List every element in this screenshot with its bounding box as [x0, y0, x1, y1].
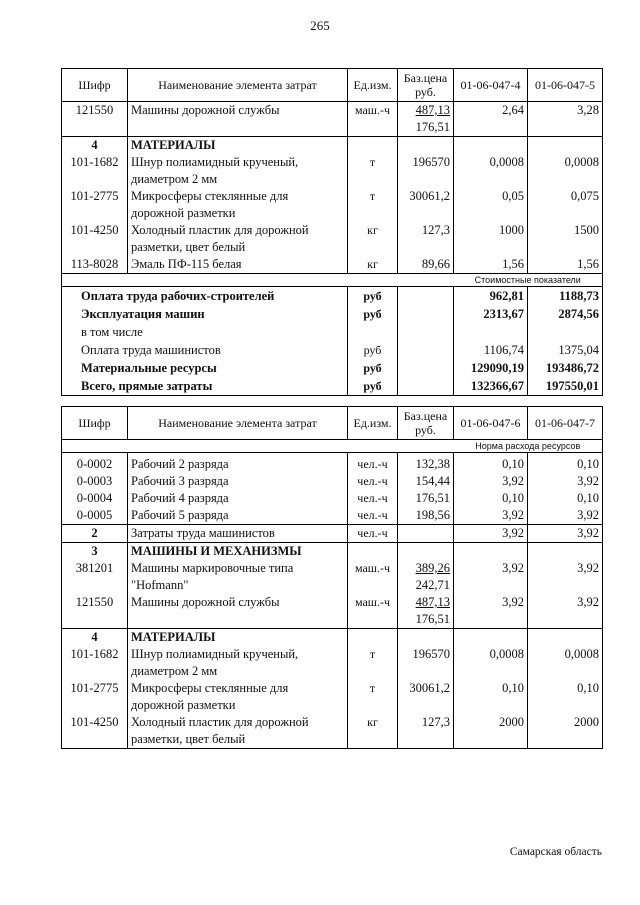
- table-header-row: [62, 407, 603, 440]
- section-row: 4 МАТЕРИАЛЫ: [62, 137, 603, 155]
- table-row: 101-1682 Шнур полиамидный крученый, диаметром 2 мм т 196570 0,0008 0,0008: [62, 646, 603, 680]
- region-footer: Самарская область: [509, 846, 602, 858]
- summary-row: в том числе: [62, 323, 603, 341]
- summary-row: Оплата труда рабочих-строителей руб 962,81 1188,73: [62, 287, 603, 306]
- header-price: Баз.цена руб.: [398, 407, 454, 440]
- header-col6: 01-06-047-5: [528, 69, 603, 102]
- header-price: Баз.цена руб.: [398, 69, 454, 102]
- table-row: 101-4250 Холодный пластик для дорожной разметки, цвет белый кг 127,3 1000 1500: [62, 222, 603, 256]
- table-row: 0-0005 Рабочий 5 разряда чел.-ч 198,56 3,92 3,92: [62, 507, 603, 525]
- resource-table-2: [61, 406, 603, 749]
- resource-table-1: [61, 68, 603, 396]
- header-col5: 01-06-047-6: [454, 407, 528, 440]
- table-row: 0-0004 Рабочий 4 разряда чел.-ч 176,51 0,10 0,10: [62, 490, 603, 507]
- operators-row: 2 Затраты труда машинистов чел.-ч 3,92 3,92: [62, 525, 603, 543]
- header-col5: 01-06-047-4: [454, 69, 528, 102]
- table-header-row: [62, 69, 603, 102]
- summary-row: Оплата труда машинистов руб 1106,74 1375,04: [62, 341, 603, 359]
- header-code: Шифр: [62, 407, 128, 440]
- table-row: 101-4250 Холодный пластик для дорожной разметки, цвет белый кг 127,3 2000 2000: [62, 714, 603, 749]
- page-number: 265: [310, 18, 330, 33]
- table-row: 113-8028 Эмаль ПФ-115 белая кг 89,66 1,56 1,56: [62, 256, 603, 274]
- header-unit: Ед.изм.: [348, 69, 398, 102]
- table-row: 101-2775 Микросферы стеклянные для дорожной разметки т 30061,2 0,05 0,075: [62, 188, 603, 222]
- table-row: 381201 Машины маркировочные типа "Hofmann" маш.-ч 389,26 242,71 3,92 3,92: [62, 560, 603, 594]
- norm-header: Норма расхода ресурсов: [62, 440, 603, 453]
- section-row: 4 МАТЕРИАЛЫ: [62, 629, 603, 647]
- header-unit: Ед.изм.: [348, 407, 398, 440]
- header-name: Наименование элемента затрат: [128, 407, 348, 440]
- summary-row: Эксплуатация машин руб 2313,67 2874,56: [62, 305, 603, 323]
- table-row: 0-0003 Рабочий 3 разряда чел.-ч 154,44 3,92 3,92: [62, 473, 603, 490]
- table-row: 121550 Машины дорожной службы маш.-ч 487,13 176,51 3,92 3,92: [62, 594, 603, 629]
- summary-row: Всего, прямые затраты руб 132366,67 197550,01: [62, 377, 603, 396]
- cost-indicators-header: Стоимостные показатели: [62, 274, 603, 287]
- table-row: 0-0002 Рабочий 2 разряда чел.-ч 132,38 0,10 0,10: [62, 453, 603, 474]
- header-code: Шифр: [62, 69, 128, 102]
- header-name: Наименование элемента затрат: [128, 69, 348, 102]
- header-col6: 01-06-047-7: [528, 407, 603, 440]
- summary-row: Материальные ресурсы руб 129090,19 193486,72: [62, 359, 603, 377]
- section-row: 3 МАШИНЫ И МЕХАНИЗМЫ: [62, 543, 603, 561]
- table-row: 101-1682 Шнур полиамидный крученый, диаметром 2 мм т 196570 0,0008 0,0008: [62, 154, 603, 188]
- table-row: 121550 Машины дорожной службы маш.-ч 487,13 176,51 2,64 3,28: [62, 102, 603, 137]
- table-row: 101-2775 Микросферы стеклянные для дорожной разметки т 30061,2 0,10 0,10: [62, 680, 603, 714]
